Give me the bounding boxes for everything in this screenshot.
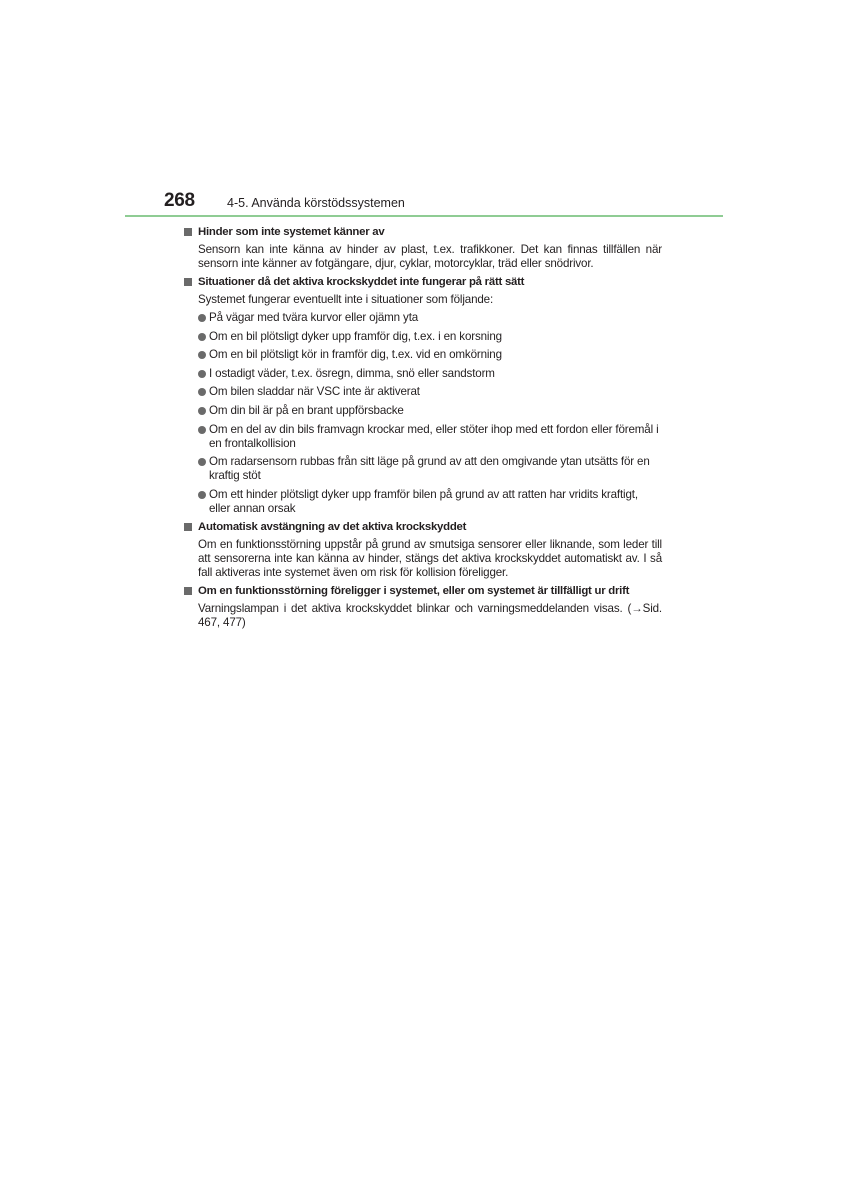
- list-item: [198, 455, 662, 483]
- list-item-text: Om en bil plötsligt kör in framför dig, t.ex. vid en omkörning: [209, 348, 502, 362]
- circle-bullet-icon: [198, 407, 206, 415]
- circle-bullet-icon: [198, 370, 206, 378]
- page-number: 268: [164, 190, 195, 211]
- list-item-text: Om en del av din bils framvagn krockar med, eller stöter ihop med ett fordon eller föremål i en frontalkollision: [209, 422, 659, 450]
- section-heading-text: Om en funktionsstörning föreligger i systemet, eller om systemet är tillfälligt ur drift: [198, 585, 630, 598]
- list-item: [198, 311, 662, 325]
- list-item-text: Om bilen sladdar när VSC inte är aktiverat: [209, 385, 420, 399]
- circle-bullet-icon: [198, 388, 206, 396]
- circle-bullet-icon: [198, 333, 206, 341]
- circle-bullet-icon: [198, 426, 206, 434]
- list-item: [198, 404, 662, 418]
- square-bullet-icon: [184, 523, 192, 531]
- list-item-text: Om ett hinder plötsligt dyker upp framför bilen på grund av att ratten har vridits kraftigt, eller annan orsak: [209, 487, 638, 515]
- section-heading: [184, 225, 662, 239]
- section-heading: [184, 520, 662, 534]
- list-item-text: Om radarsensorn rubbas från sitt läge på grund av att den omgivande ytan utsätts för en kraftig stöt: [209, 455, 650, 483]
- section-system-malfunction: [184, 584, 662, 630]
- list-item: [198, 348, 662, 362]
- list-item-text: Om en bil plötsligt dyker upp framför dig, t.ex. i en korsning: [209, 329, 502, 343]
- section-paragraph: Varningslampan i det aktiva krockskyddet blinkar och varningsmeddelanden visas. (→Sid. 467, 477): [198, 602, 662, 630]
- section-heading: [184, 275, 662, 289]
- list-item: [198, 385, 662, 399]
- section-automatic-shutdown: [184, 520, 662, 580]
- section-paragraph: Systemet fungerar eventuellt inte i situationer som följande:: [198, 293, 494, 306]
- section-paragraph: Om en funktionsstörning uppstår på grund av smutsiga sensorer eller liknande, som leder till att sensorerna inte kan känna av hinder, stängs det aktiva krockskyddet automatiskt av. I så fall aktiveras inte systemet även om risk för kollision föreligger.: [198, 538, 662, 580]
- header-rule: [125, 215, 723, 217]
- list-item-text: På vägar med tvära kurvor eller ojämn yta: [209, 311, 419, 324]
- section-malfunction-situations: [184, 275, 662, 516]
- square-bullet-icon: [184, 587, 192, 595]
- list-item: [198, 423, 662, 451]
- list-item-text: Om din bil är på en brant uppförsbacke: [209, 403, 404, 417]
- situation-list: [198, 311, 662, 516]
- section-heading-text: Automatisk avstängning av det aktiva krockskyddet: [198, 521, 467, 534]
- section-heading: [184, 584, 662, 598]
- circle-bullet-icon: [198, 314, 206, 322]
- list-item: [198, 488, 662, 516]
- list-item: [198, 330, 662, 344]
- section-heading-text: Situationer då det aktiva krockskyddet inte fungerar på rätt sätt: [198, 276, 525, 288]
- circle-bullet-icon: [198, 491, 206, 499]
- list-item: [198, 367, 662, 381]
- section-heading-text: Hinder som inte systemet känner av: [198, 226, 385, 238]
- square-bullet-icon: [184, 278, 192, 286]
- page-content: [184, 225, 662, 634]
- list-item-text: I ostadigt väder, t.ex. ösregn, dimma, snö eller sandstorm: [209, 366, 495, 380]
- circle-bullet-icon: [198, 351, 206, 359]
- section-title: 4-5. Använda körstödssystemen: [227, 196, 405, 210]
- square-bullet-icon: [184, 228, 192, 236]
- circle-bullet-icon: [198, 458, 206, 466]
- section-paragraph: Sensorn kan inte känna av hinder av plast, t.ex. trafikkoner. Det kan finnas tillfällen när sensorn inte känner av fotgängare, djur, cyklar, motorcyklar, träd eller snödrivor.: [198, 243, 662, 270]
- section-undetected-obstacles: [184, 225, 662, 271]
